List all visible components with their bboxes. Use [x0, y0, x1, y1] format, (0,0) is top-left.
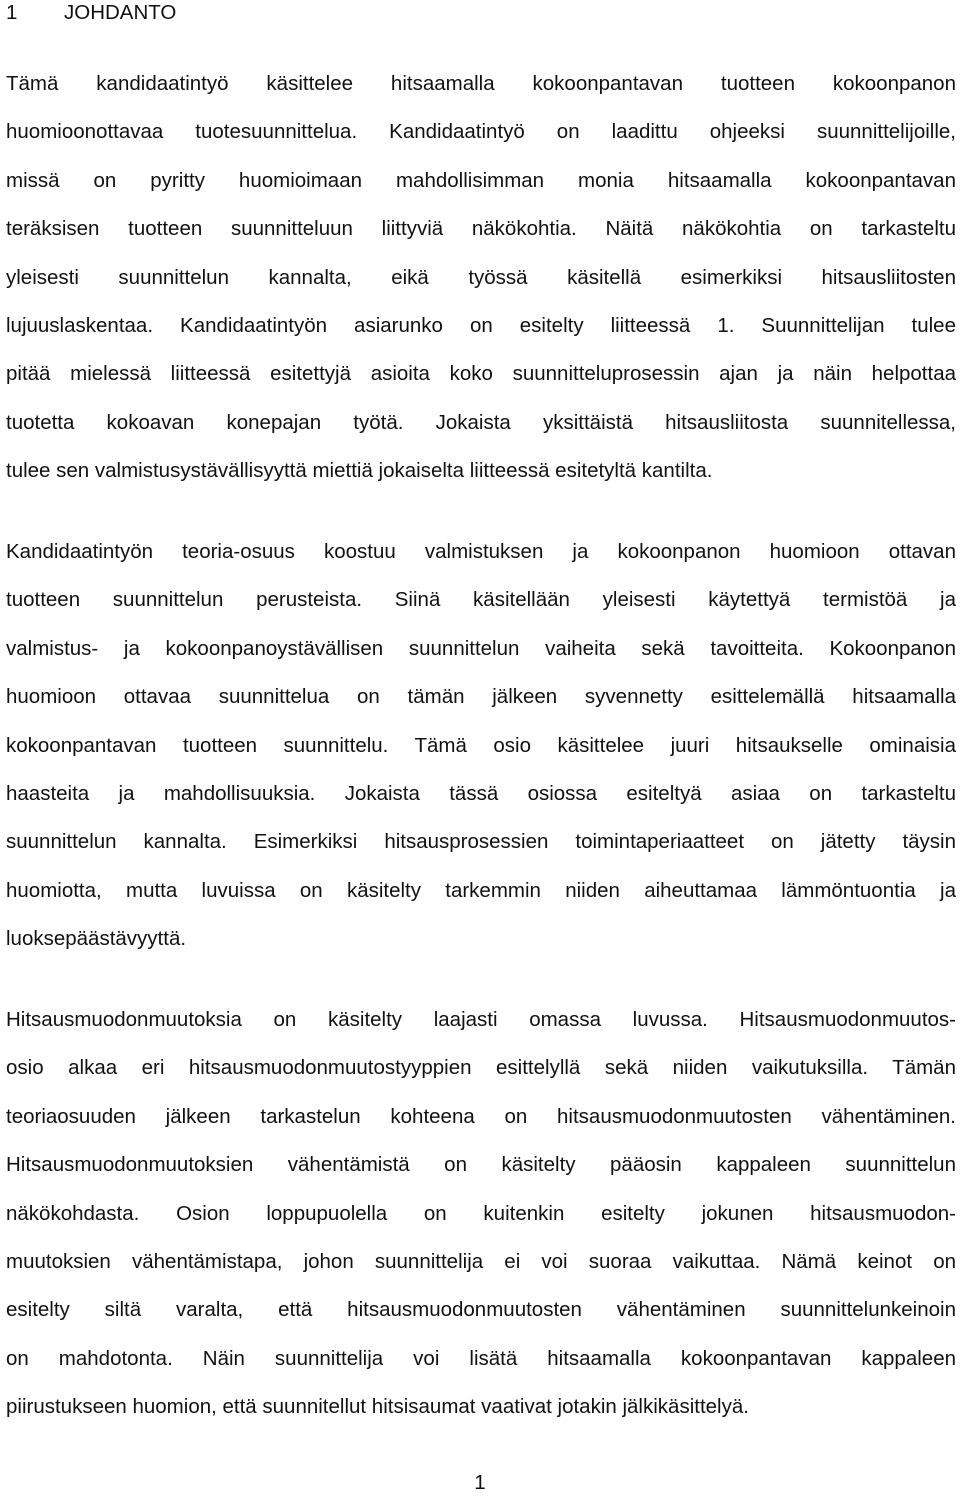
- paragraph-3: [6, 996, 956, 1432]
- text-line: on mahdotonta. Näin suunnittelija voi lisätä hitsaamalla kokoonpantavan kappaleen: [6, 1346, 956, 1370]
- text-line: kokoonpantavan tuotteen suunnittelu. Tämä osio käsittelee juuri hitsaukselle ominaisia: [6, 733, 956, 757]
- section-title: JOHDANTO: [64, 1, 177, 24]
- text-line: huomioon ottavaa suunnittelua on tämän jälkeen syvennetty esittelemällä hitsaamalla: [6, 685, 956, 709]
- section-number: 1: [6, 1, 18, 24]
- paragraph-2: [6, 528, 956, 964]
- text-line: yleisesti suunnittelun kannalta, eikä työssä käsitellä esimerkiksi hitsausliitosten: [6, 265, 956, 289]
- text-line: tuotetta kokoavan konepajan työtä. Jokaista yksittäistä hitsausliitosta suunnitellessa,: [6, 410, 956, 434]
- text-line: tuotteen suunnittelun perusteista. Siinä käsitellään yleisesti käytettyä termistöä ja: [6, 588, 956, 612]
- text-line: Hitsausmuodonmuutoksien vähentämistä on käsitelty pääosin kappaleen suunnittelun: [6, 1153, 956, 1177]
- text-line: teoriaosuuden jälkeen tarkastelun kohteena on hitsausmuodonmuutosten vähentäminen.: [6, 1104, 956, 1128]
- text-line: muutoksien vähentämistapa, johon suunnittelija ei voi suoraa vaikuttaa. Nämä keinot on: [6, 1249, 956, 1273]
- text-line: suunnittelun kannalta. Esimerkiksi hitsausprosessien toimintaperiaatteet on jätetty täysin: [6, 830, 956, 854]
- text-line: haasteita ja mahdollisuuksia. Jokaista tässä osiossa esiteltyä asiaa on tarkasteltu: [6, 781, 956, 805]
- text-line: valmistus- ja kokoonpanoystävällisen suunnittelun vaiheita sekä tavoitteita. Kokoonpanon: [6, 636, 956, 660]
- text-line: lujuuslaskentaa. Kandidaatintyön asiarunko on esitelty liitteessä 1. Suunnittelijan tulee: [6, 313, 956, 337]
- text-line: Hitsausmuodonmuutoksia on käsitelty laajasti omassa luvussa. Hitsausmuodonmuutos-: [6, 1008, 956, 1031]
- text-line: pitää mielessä liitteessä esitettyjä asioita koko suunnitteluprosessin ajan ja näin helpottaa: [6, 362, 956, 386]
- text-line: missä on pyritty huomioimaan mahdollisimman monia hitsaamalla kokoonpantavan: [6, 168, 956, 192]
- text-line: huomiotta, mutta luvuissa on käsitelty tarkemmin niiden aiheuttamaa lämmöntuontia ja: [6, 878, 956, 902]
- text-line: luoksepäästävyyttä.: [6, 927, 187, 951]
- text-line: piirustukseen huomion, että suunnitellut hitsisaumat vaativat jotakin jälkikäsittelyä.: [6, 1395, 749, 1419]
- text-line: Tämä kandidaatintyö käsittelee hitsaamalla kokoonpantavan tuotteen kokoonpanon: [6, 72, 956, 95]
- text-line: osio alkaa eri hitsausmuodonmuutostyyppien esittelyllä sekä niiden vaikutuksilla. Tämän: [6, 1056, 956, 1080]
- text-line: huomioonottavaa tuotesuunnittelua. Kandidaatintyö on laadittu ohjeeksi suunnittelijoille,: [6, 120, 956, 144]
- text-line: näkökohdasta. Osion loppupuolella on kuitenkin esitelty jokunen hitsausmuodon-: [6, 1201, 956, 1225]
- text-line: teräksisen tuotteen suunnitteluun liittyviä näkökohtia. Näitä näkökohtia on tarkasteltu: [6, 217, 956, 241]
- paragraph-1: [6, 60, 956, 496]
- section-heading: [6, 0, 176, 28]
- text-line: Kandidaatintyön teoria-osuus koostuu valmistuksen ja kokoonpanon huomioon ottavan: [6, 540, 956, 563]
- page-number: 1: [474, 1471, 486, 1494]
- text-line: esitelty siltä varalta, että hitsausmuodonmuutosten vähentäminen suunnittelunkeinoin: [6, 1298, 956, 1322]
- text-line: tulee sen valmistusystävällisyyttä miettiä jokaiselta liitteessä esitetyltä kantilta.: [6, 459, 713, 483]
